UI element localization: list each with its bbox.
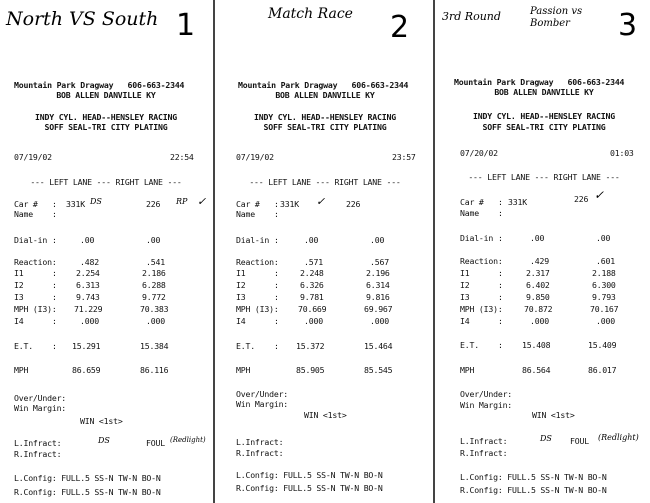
left-infraction: L.Infract: [14, 438, 62, 448]
row-label: I1 [14, 268, 24, 278]
left-lane-value: 2.248 [300, 268, 324, 278]
track-owner: BOB ALLEN DANVILLE KY [56, 90, 156, 100]
handwritten-note: DS [98, 436, 110, 445]
left-config: L.Config: FULL.5 SS-N TW-N BO-N [236, 470, 383, 480]
row-colon: : [274, 199, 279, 209]
row-label: I2 [14, 280, 24, 290]
handwritten-note: DS [540, 434, 552, 443]
right-lane-value: 70.167 [590, 304, 619, 314]
left-lane-value: .00 [80, 235, 95, 245]
handwritten-subtitle: Passion vs Bomber [530, 6, 583, 29]
right-lane-value: .000 [596, 316, 615, 326]
win-result: WIN <1st> [80, 416, 123, 426]
row-colon: : [52, 199, 57, 209]
left-lane-value: .482 [80, 257, 99, 267]
win-margin: Win Margin: [460, 400, 513, 410]
right-lane-value: .541 [146, 257, 165, 267]
win-result: WIN <1st> [304, 410, 347, 420]
left-config: L.Config: FULL.5 SS-N TW-N BO-N [460, 472, 607, 482]
row-label: Reaction: [236, 257, 279, 267]
right-lane-value: 70.383 [140, 304, 169, 314]
right-lane-value: 6.288 [142, 280, 166, 290]
slip-divider [213, 0, 215, 503]
right-config: R.Config: FULL.5 SS-N TW-N BO-N [236, 483, 383, 493]
row-label: Car # [460, 197, 484, 207]
foul-flag: FOUL [146, 438, 165, 448]
row-label: Car # [14, 199, 38, 209]
row-label: Car # [236, 199, 260, 209]
row-colon: : [274, 235, 279, 245]
row-label: MPH [460, 365, 475, 375]
row-label: MPH (I3): [14, 304, 57, 314]
row-label: E.T. [14, 341, 33, 351]
left-lane-value: 331K [280, 199, 299, 209]
left-lane-value: 15.291 [72, 341, 101, 351]
track-name: Mountain Park Dragway 606-663-2344 [454, 77, 625, 87]
row-colon: : [274, 280, 279, 290]
left-lane-value: 86.564 [522, 365, 551, 375]
right-lane-value: 2.186 [142, 268, 166, 278]
left-infraction: L.Infract: [236, 437, 284, 447]
sponsor-line-2: SOFF SEAL-TRI CITY PLATING [482, 122, 606, 132]
left-lane-value: 70.669 [298, 304, 327, 314]
track-name: Mountain Park Dragway 606-663-2344 [238, 80, 409, 90]
right-lane-value: 69.967 [364, 304, 393, 314]
row-label: Name [460, 208, 479, 218]
left-lane-value: .000 [80, 316, 99, 326]
right-lane-value: .000 [370, 316, 389, 326]
row-colon: : [274, 292, 279, 302]
row-label: Reaction: [460, 256, 503, 266]
right-config: R.Config: FULL.5 SS-N TW-N BO-N [460, 485, 607, 495]
handwritten-title: Match Race [268, 6, 353, 22]
right-lane-value: 9.816 [366, 292, 390, 302]
right-lane-value: 9.793 [592, 292, 616, 302]
handwritten-title: North VS South [6, 8, 159, 30]
left-lane-value: 6.326 [300, 280, 324, 290]
handwritten-title: 3rd Round [442, 10, 501, 23]
foul-flag: FOUL [570, 436, 589, 446]
row-colon: : [52, 235, 57, 245]
sponsor-line-2: SOFF SEAL-TRI CITY PLATING [44, 122, 168, 132]
row-colon: : [498, 208, 503, 218]
row-label: Name [236, 209, 255, 219]
handwritten-note: (Redlight) [598, 433, 639, 442]
left-lane-value: .000 [530, 316, 549, 326]
handwritten-number: 2 [390, 10, 410, 45]
track-owner: BOB ALLEN DANVILLE KY [275, 90, 375, 100]
left-lane-value: 15.408 [522, 340, 551, 350]
lanes-header: --- LEFT LANE --- RIGHT LANE --- [468, 172, 620, 182]
left-lane-value: 71.229 [74, 304, 103, 314]
row-label: Name [14, 209, 33, 219]
right-lane-value: 6.314 [366, 280, 390, 290]
right-lane-value: 9.772 [142, 292, 166, 302]
handwritten-note: DS [90, 197, 102, 206]
row-colon: : [52, 268, 57, 278]
left-lane-value: .429 [530, 256, 549, 266]
right-lane-value: 226 [346, 199, 361, 209]
row-colon: : [498, 197, 503, 207]
slip-divider [433, 0, 435, 503]
left-lane-value: 70.872 [524, 304, 553, 314]
right-lane-value: .00 [596, 233, 611, 243]
right-lane-value: 86.116 [140, 365, 169, 375]
row-colon: : [274, 209, 279, 219]
win-margin: Win Margin: [236, 399, 289, 409]
right-lane-value: 2.188 [592, 268, 616, 278]
left-infraction: L.Infract: [460, 436, 508, 446]
over-under: Over/Under: [14, 393, 67, 403]
left-lane-value: 331K [66, 199, 85, 209]
checkmark-icon: ✓ [316, 195, 326, 208]
track-owner: BOB ALLEN DANVILLE KY [494, 87, 594, 97]
right-infraction: R.Infract: [236, 448, 284, 458]
row-label: MPH [14, 365, 29, 375]
win-result: WIN <1st> [532, 410, 575, 420]
right-lane-value: .000 [146, 316, 165, 326]
left-lane-value: 9.781 [300, 292, 324, 302]
right-lane-value: 86.017 [588, 365, 617, 375]
row-colon: : [52, 209, 57, 219]
time: 23:57 [392, 152, 416, 162]
right-lane-value: 15.464 [364, 341, 393, 351]
row-label: Dial-in [236, 235, 270, 245]
sponsor-line-1: INDY CYL. HEAD--HENSLEY RACING [473, 111, 615, 121]
row-colon: : [498, 316, 503, 326]
checkmark-icon: ✓ [197, 195, 207, 208]
left-lane-value: 6.402 [526, 280, 550, 290]
row-colon: : [498, 268, 503, 278]
row-colon: : [274, 268, 279, 278]
track-name: Mountain Park Dragway 606-663-2344 [14, 80, 185, 90]
right-lane-value: 2.196 [366, 268, 390, 278]
right-lane-value: .567 [370, 257, 389, 267]
right-lane-value: 85.545 [364, 365, 393, 375]
timeslip-3 [438, 0, 650, 503]
row-label: I4 [460, 316, 470, 326]
left-lane-value: .000 [304, 316, 323, 326]
left-lane-value: 2.317 [526, 268, 550, 278]
timeslip-2 [218, 0, 432, 503]
row-label: MPH (I3): [460, 304, 503, 314]
left-lane-value: 9.850 [526, 292, 550, 302]
left-lane-value: 86.659 [72, 365, 101, 375]
row-label: MPH [236, 365, 251, 375]
timeslip-1 [0, 0, 212, 503]
row-label: I4 [236, 316, 246, 326]
right-lane-value: 226 [146, 199, 161, 209]
right-lane-value: 15.409 [588, 340, 617, 350]
lanes-header: --- LEFT LANE --- RIGHT LANE --- [249, 177, 401, 187]
checkmark-icon: ✓ [594, 188, 605, 202]
row-colon: : [498, 280, 503, 290]
row-label: E.T. [236, 341, 255, 351]
date: 07/20/02 [460, 148, 498, 158]
row-label: I2 [460, 280, 470, 290]
row-colon: : [52, 316, 57, 326]
right-infraction: R.Infract: [460, 448, 508, 458]
row-label: I2 [236, 280, 246, 290]
left-lane-value: 15.372 [296, 341, 325, 351]
handwritten-number: 1 [176, 8, 196, 43]
row-colon: : [274, 316, 279, 326]
row-colon: : [274, 341, 279, 351]
left-lane-value: .571 [304, 257, 323, 267]
left-lane-value: 6.313 [76, 280, 100, 290]
lanes-header: --- LEFT LANE --- RIGHT LANE --- [30, 177, 182, 187]
handwritten-note: (Redlight) [170, 436, 206, 444]
right-lane-value: .601 [596, 256, 615, 266]
left-lane-value: 85.905 [296, 365, 325, 375]
date: 07/19/02 [14, 152, 52, 162]
right-lane-value: .00 [370, 235, 385, 245]
row-colon: : [52, 341, 57, 351]
row-colon: : [52, 292, 57, 302]
right-lane-value: 226 [574, 194, 589, 204]
row-colon: : [498, 233, 503, 243]
right-infraction: R.Infract: [14, 449, 62, 459]
row-label: Reaction: [14, 257, 57, 267]
left-config: L.Config: FULL.5 SS-N TW-N BO-N [14, 473, 161, 483]
row-label: Dial-in [460, 233, 494, 243]
handwritten-number: 3 [618, 8, 638, 43]
time: 22:54 [170, 152, 194, 162]
over-under: Over/Under: [460, 389, 513, 399]
row-colon: : [498, 340, 503, 350]
right-config: R.Config: FULL.5 SS-N TW-N BO-N [14, 487, 161, 497]
handwritten-note: RP [176, 197, 188, 206]
row-label: Dial-in [14, 235, 48, 245]
row-label: I3 [14, 292, 24, 302]
row-label: I1 [236, 268, 246, 278]
right-lane-value: 15.384 [140, 341, 169, 351]
win-margin: Win Margin: [14, 403, 67, 413]
sponsor-line-2: SOFF SEAL-TRI CITY PLATING [263, 122, 387, 132]
row-label: E.T. [460, 340, 479, 350]
right-lane-value: .00 [146, 235, 161, 245]
time: 01:03 [610, 148, 634, 158]
left-lane-value: 2.254 [76, 268, 100, 278]
left-lane-value: .00 [304, 235, 319, 245]
left-lane-value: 331K [508, 197, 527, 207]
sponsor-line-1: INDY CYL. HEAD--HENSLEY RACING [254, 112, 396, 122]
right-lane-value: 6.300 [592, 280, 616, 290]
sponsor-line-1: INDY CYL. HEAD--HENSLEY RACING [35, 112, 177, 122]
over-under: Over/Under: [236, 389, 289, 399]
row-colon: : [52, 280, 57, 290]
row-label: I3 [236, 292, 246, 302]
date: 07/19/02 [236, 152, 274, 162]
left-lane-value: 9.743 [76, 292, 100, 302]
row-label: I1 [460, 268, 470, 278]
row-label: I4 [14, 316, 24, 326]
row-label: I3 [460, 292, 470, 302]
row-colon: : [498, 292, 503, 302]
left-lane-value: .00 [530, 233, 545, 243]
row-label: MPH (I3): [236, 304, 279, 314]
